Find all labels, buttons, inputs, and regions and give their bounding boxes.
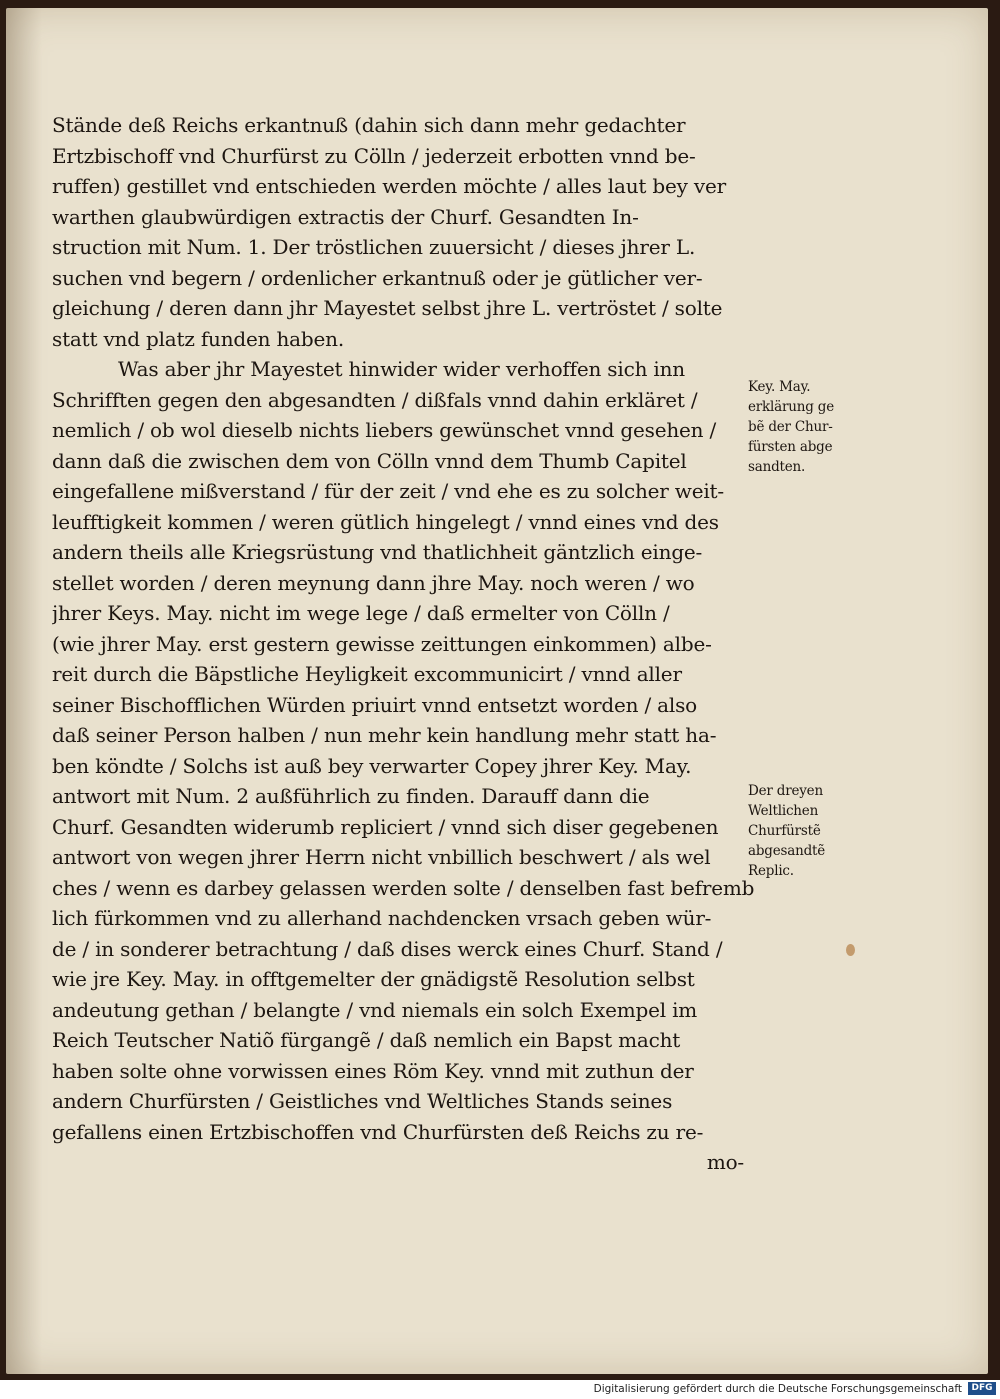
note-line: Der dreyen xyxy=(748,783,823,799)
text-line: Was aber jhr Mayestet hinwider wider verhoffen sich inn xyxy=(118,357,685,381)
text-line: mo- xyxy=(706,1150,744,1174)
text-line: eingefallene mißverstand / für der zeit / vnd ehe es zu solcher weit- xyxy=(52,479,724,503)
text-line: wie jre Key. May. in offtgemelter der gnädigstẽ Resolution selbst xyxy=(52,967,695,991)
text-line: Churf. Gesandten widerumb repliciert / vnnd sich diser gegebenen xyxy=(52,814,719,839)
note-line: Key. May. xyxy=(748,379,811,395)
note-line: erklärung ge xyxy=(748,399,834,415)
note-line: fürsten abge xyxy=(748,439,833,455)
marginal-note-declaration xyxy=(748,377,876,477)
marginal-note-replic xyxy=(748,781,876,881)
text-line: jhrer Keys. May. nicht im wege lege / daß ermelter von Cölln / xyxy=(52,601,670,625)
text-line: antwort mit Num. 2 außführlich zu finden. Darauff dann die xyxy=(52,784,650,808)
text-line: warthen glaubwürdigen extractis der Churf. Gesandten In- xyxy=(52,204,639,229)
text-line: statt vnd platz funden haben. xyxy=(52,326,344,351)
text-line: Schrifften gegen den abgesandten / dißfals vnnd dahin erkläret / xyxy=(52,387,698,412)
text-line: nemlich / ob wol dieselb nichts liebers gewünschet vnnd gesehen / xyxy=(52,418,717,442)
text-line: andern theils alle Kriegsrüstung vnd thatlichheit gäntzlich einge- xyxy=(52,540,703,564)
note-line: Churfürstẽ xyxy=(748,823,821,839)
text-line: ches / wenn es darbey gelassen werden solte / denselben fast befremb xyxy=(52,875,755,900)
text-line: andern Churfürsten / Geistliches vnd Weltliches Stands seines xyxy=(52,1089,673,1113)
note-line: bẽ der Chur- xyxy=(748,419,833,435)
text-line: gleichung / deren dann jhr Mayestet selbst jhre L. vertröstet / solte xyxy=(52,296,723,320)
note-line: sandten. xyxy=(748,459,806,475)
text-line: Reich Teutscher Natiõ fürgangẽ / daß nemlich ein Bapst macht xyxy=(52,1028,681,1052)
text-line: antwort von wegen jhrer Herrn nicht vnbillich beschwert / als wel xyxy=(52,845,711,869)
note-line: abgesandtẽ xyxy=(748,843,826,859)
text-line: lich fürkommen vnd zu allerhand nachdencken vrsach geben wür- xyxy=(52,906,712,930)
text-line: stellet worden / deren meynung dann jhre May. noch weren / wo xyxy=(52,570,695,595)
main-text-block xyxy=(52,110,762,1178)
text-line: struction mit Num. 1. Der tröstlichen zuuersicht / dieses jhrer L. xyxy=(52,235,696,259)
dfg-logo: DFG xyxy=(968,1382,996,1395)
text-line: daß seiner Person halben / nun mehr kein handlung mehr statt ha- xyxy=(52,723,717,747)
text-line: haben solte ohne vorwissen eines Röm Key. vnnd mit zuthun der xyxy=(52,1058,694,1083)
text-line: Ertzbischoff vnd Churfürst zu Cölln / jederzeit erbotten vnnd be- xyxy=(52,143,696,168)
note-line: Replic. xyxy=(748,863,794,879)
text-line: suchen vnd begern / ordenlicher erkantnuß oder je gütlicher ver- xyxy=(52,265,703,290)
text-line: Stände deß Reichs erkantnuß (dahin sich dann mehr gedachter xyxy=(52,113,686,137)
note-line: Weltlichen xyxy=(748,803,819,819)
text-line: seiner Bischofflichen Würden priuirt vnnd entsetzt worden / also xyxy=(52,692,697,717)
text-line: ruffen) gestillet vnd entschieden werden möchte / alles laut bey ver xyxy=(52,174,726,198)
text-line: leufftigkeit kommen / weren gütlich hingelegt / vnnd eines vnd des xyxy=(52,509,719,534)
text-line: andeutung gethan / belangte / vnd niemals ein solch Exempel im xyxy=(52,997,698,1022)
paper-stain xyxy=(846,944,855,956)
text-line: reit durch die Bäpstliche Heyligkeit excommunicirt / vnnd aller xyxy=(52,662,682,686)
text-line: (wie jhrer May. erst gestern gewisse zeittungen einkommen) albe- xyxy=(52,631,712,656)
funding-notice: Digitalisierung gefördert durch die Deutsche Forschungsgemeinschaft xyxy=(593,1383,962,1395)
text-line: gefallens einen Ertzbischoffen vnd Churfürsten deß Reichs zu re- xyxy=(52,1119,704,1144)
text-line: ben köndte / Solchs ist auß bey verwarter Copey jhrer Key. May. xyxy=(52,753,692,778)
text-line: de / in sonderer betrachtung / daß dises werck eines Churf. Stand / xyxy=(52,936,723,961)
text-line: dann daß die zwischen dem von Cölln vnnd dem Thumb Capitel xyxy=(52,448,687,473)
